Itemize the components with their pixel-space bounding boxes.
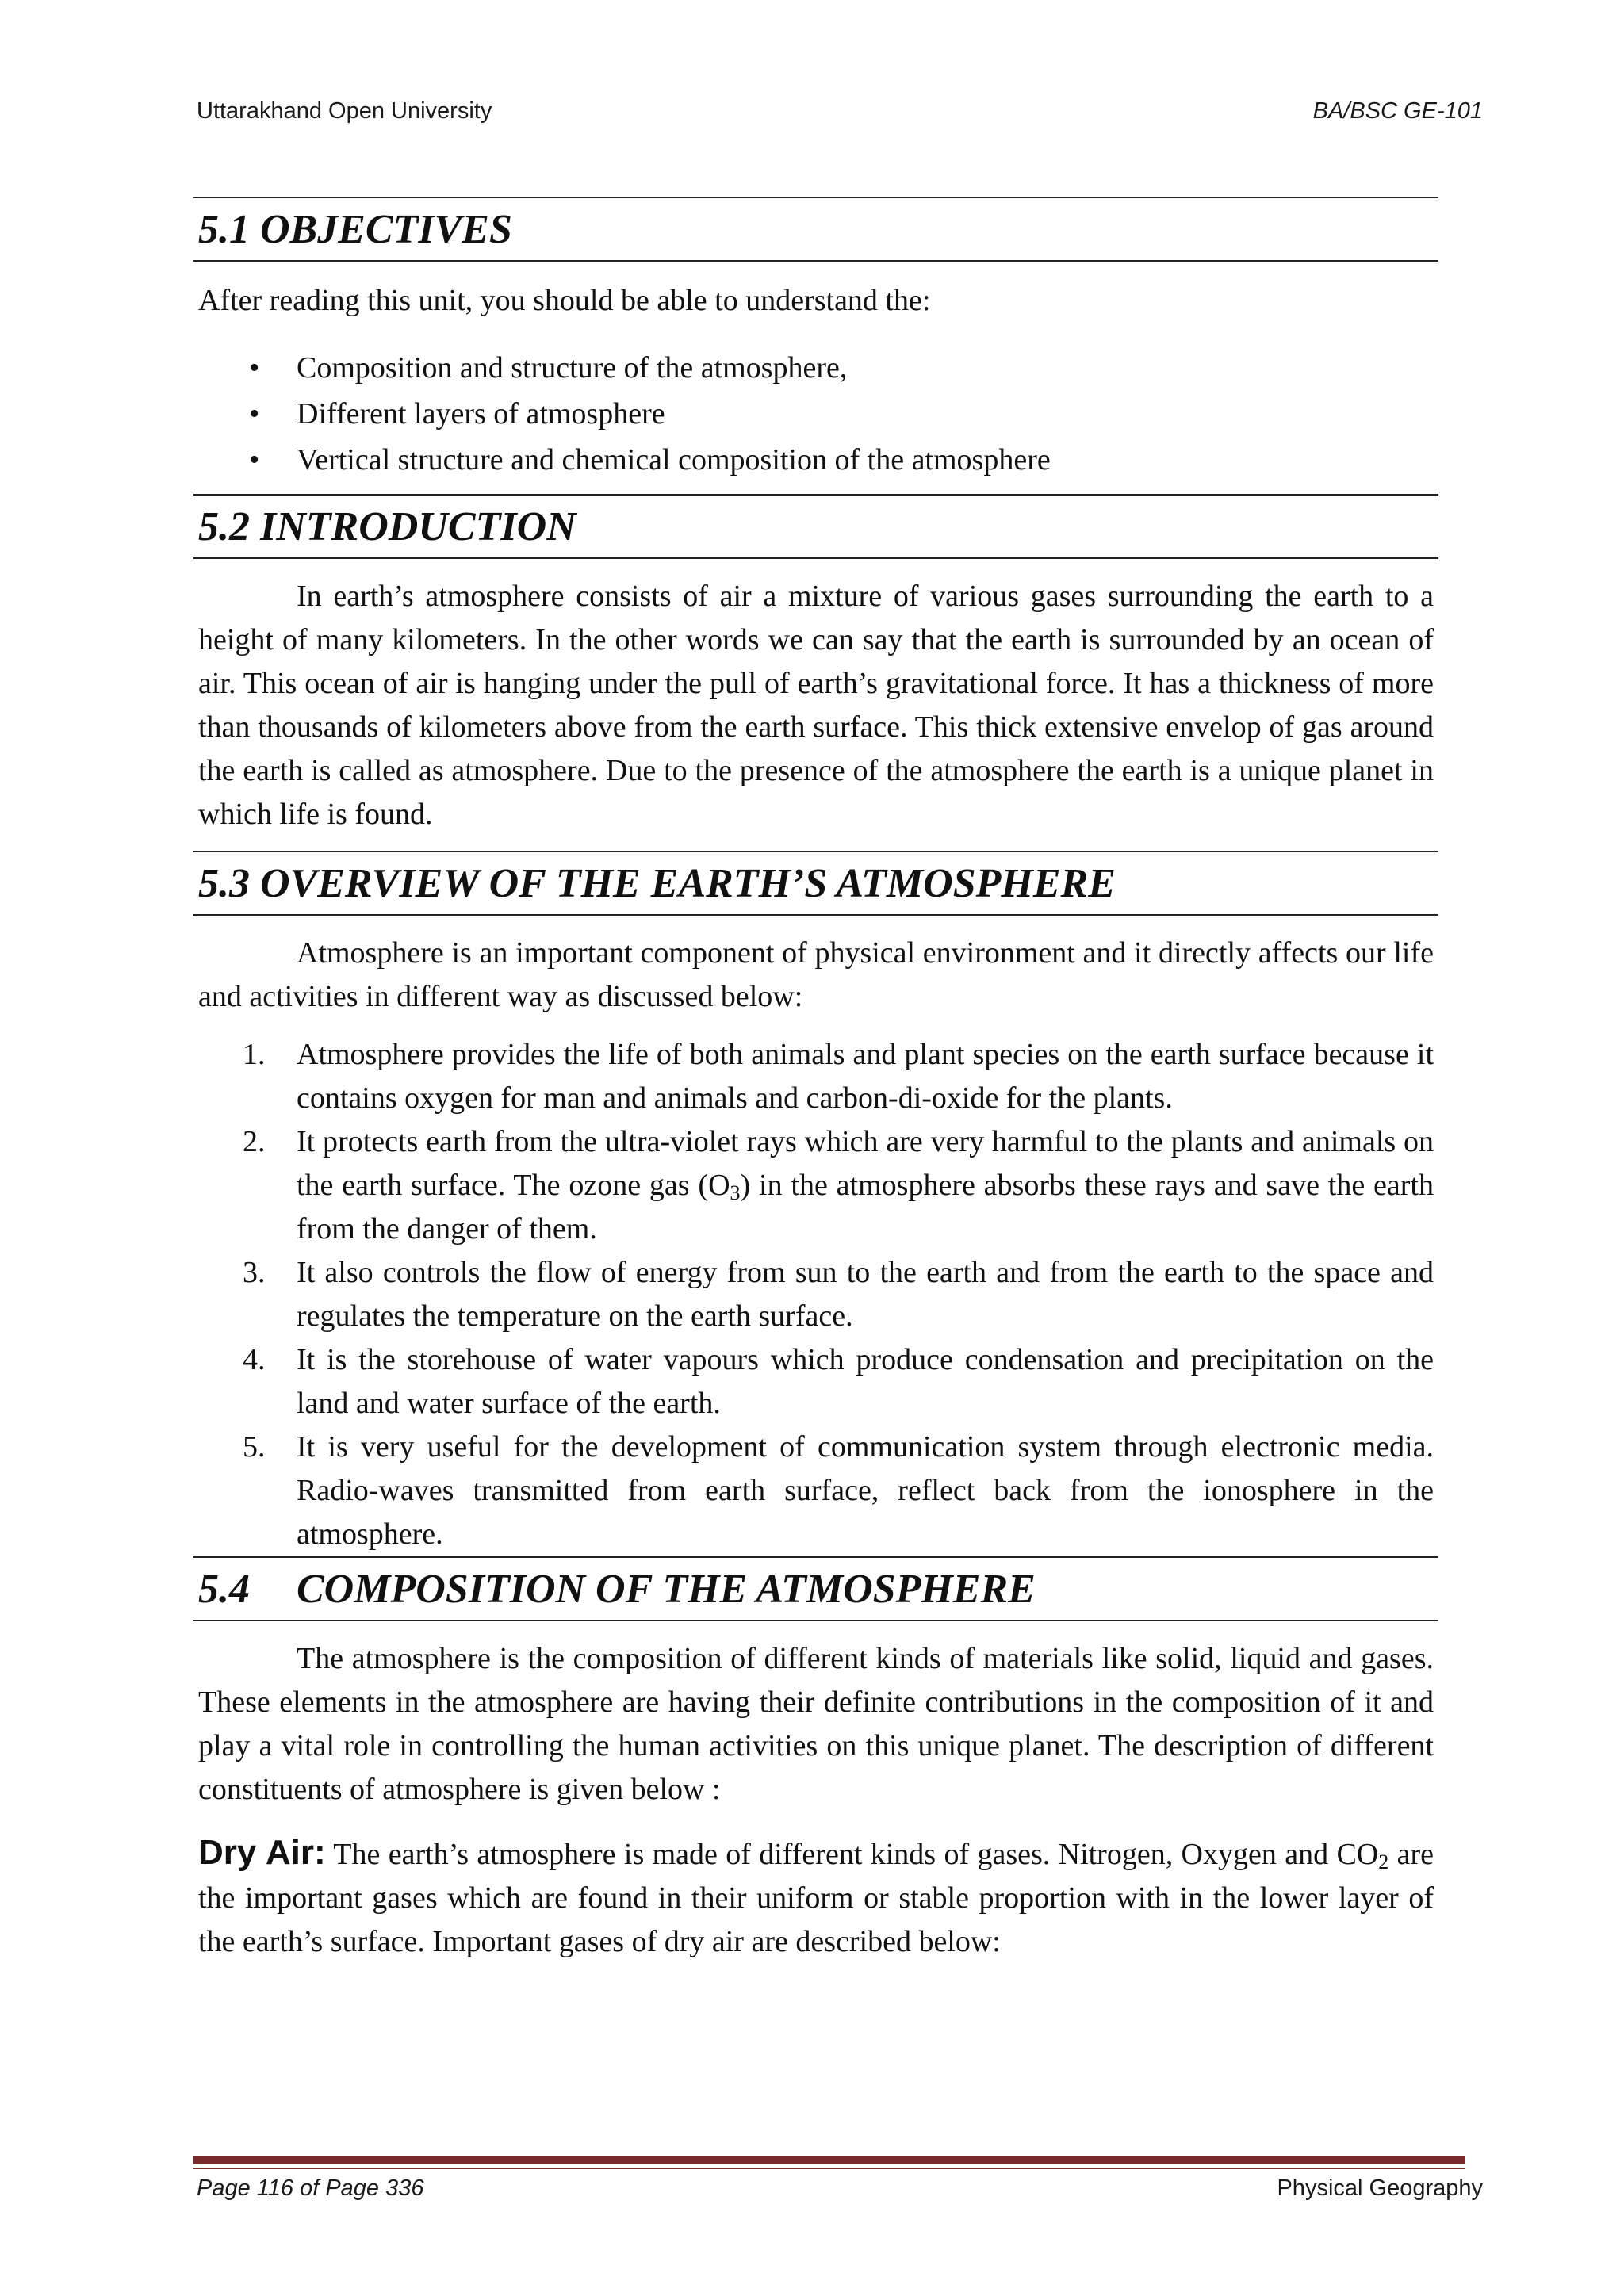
list-item <box>193 1338 1438 1425</box>
list-number: 3. <box>243 1256 266 1289</box>
list-item-text: It is very useful for the development of communication system through electronic media. Radio-waves transmitted from earth surface, reflect back from the ionosphere in the atmosphere. <box>297 1430 1434 1551</box>
subscript: 2 <box>1378 1850 1389 1873</box>
objectives-intro: After reading this unit, you should be able to understand the: <box>198 284 931 317</box>
list-item-text: Vertical structure and chemical composition of the atmosphere <box>297 443 1051 476</box>
list-item-text: It also controls the flow of energy from sun to the earth and from the earth to the space and regulates the temperature on the earth surface. <box>297 1256 1434 1333</box>
list-number: 4. <box>243 1343 266 1376</box>
footer-subject: Physical Geography <box>1277 2175 1483 2201</box>
section-heading-overview: 5.3 OVERVIEW OF THE EARTH’S ATMOSPHERE <box>193 851 1438 916</box>
section-heading-composition <box>193 1556 1438 1621</box>
list-number: 5. <box>243 1430 266 1464</box>
list-item-text: It protects earth from the ultra-violet rays which are very harmful to the plants and animals on the earth surface. The ozone gas (O <box>297 1125 1434 1202</box>
dry-air-text: are the important gases which are found in their uniform or stable proportion with in the lower layer of the earth’s surface. Important gases of dry air are described below: <box>198 1838 1434 1958</box>
section-number: 5.4 <box>198 1567 250 1612</box>
overview-list <box>193 1033 1438 1556</box>
list-item-text: Atmosphere provides the life of both animals and plant species on the earth surface because it contains oxygen for man and animals and carbon-di-oxide for the plants. <box>297 1038 1434 1115</box>
list-number: 1. <box>243 1038 266 1071</box>
list-item <box>193 437 1438 483</box>
section-heading-objectives: 5.1 OBJECTIVES <box>193 197 1438 262</box>
footer-rule <box>193 2156 1465 2164</box>
dry-air-term: Dry Air: <box>198 1833 326 1872</box>
dry-air-text: The earth’s atmosphere is made of different kinds of gases. Nitrogen, Oxygen and CO <box>325 1838 1379 1871</box>
list-item-text: ) in the atmosphere absorbs these rays and save the earth from the danger of them. <box>297 1169 1434 1246</box>
bullet-icon: • <box>249 443 260 476</box>
list-item-text: Composition and structure of the atmosphere, <box>297 351 848 385</box>
subscript: 3 <box>730 1181 741 1204</box>
list-item-text: It is the storehouse of water vapours which produce condensation and precipitation on the land and water surface of the earth. <box>297 1343 1434 1420</box>
section-title: COMPOSITION OF THE ATMOSPHERE <box>297 1567 1036 1612</box>
introduction-paragraph: In earth’s atmosphere consists of air a mixture of various gases surrounding the earth to a height of many kilometers. In the other words we can say that the earth is surrounded by an ocean of air. This ocean of air is hanging under the pull of earth’s gravitational force. It has a thickness of more than thousands of kilometers above from the earth surface. This thick extensive envelop of gas around the earth is called as atmosphere. Due to the presence of the atmosphere the earth is a unique planet in which life is found. <box>198 580 1434 831</box>
header-university: Uttarakhand Open University <box>197 98 492 124</box>
bullet-icon: • <box>249 397 260 430</box>
header-course-code: BA/BSC GE-101 <box>1312 98 1483 124</box>
list-item <box>193 1251 1438 1338</box>
list-item <box>193 1425 1438 1556</box>
list-item-text: Different layers of atmosphere <box>297 397 665 430</box>
footer-page-number: Page 116 of Page 336 <box>197 2175 424 2201</box>
page-content <box>193 197 1438 1964</box>
footer-rule-thin <box>193 2168 1465 2169</box>
dry-air-paragraph <box>193 1831 1438 1964</box>
list-number: 2. <box>243 1125 266 1158</box>
objectives-list <box>193 345 1438 483</box>
section-heading-introduction: 5.2 INTRODUCTION <box>193 494 1438 559</box>
list-item <box>193 345 1438 391</box>
list-item <box>193 1120 1438 1251</box>
list-item <box>193 391 1438 437</box>
overview-paragraph: Atmosphere is an important component of physical environment and it directly affects our life and activities in different way as discussed below: <box>198 936 1434 1013</box>
composition-paragraph: The atmosphere is the composition of different kinds of materials like solid, liquid and gases. These elements in the atmosphere are having their definite contributions in the composition of it and play a vital role in controlling the human activities on this unique planet. The description of different constituents of atmosphere is given below : <box>198 1642 1434 1806</box>
bullet-icon: • <box>249 351 260 385</box>
list-item <box>193 1033 1438 1120</box>
